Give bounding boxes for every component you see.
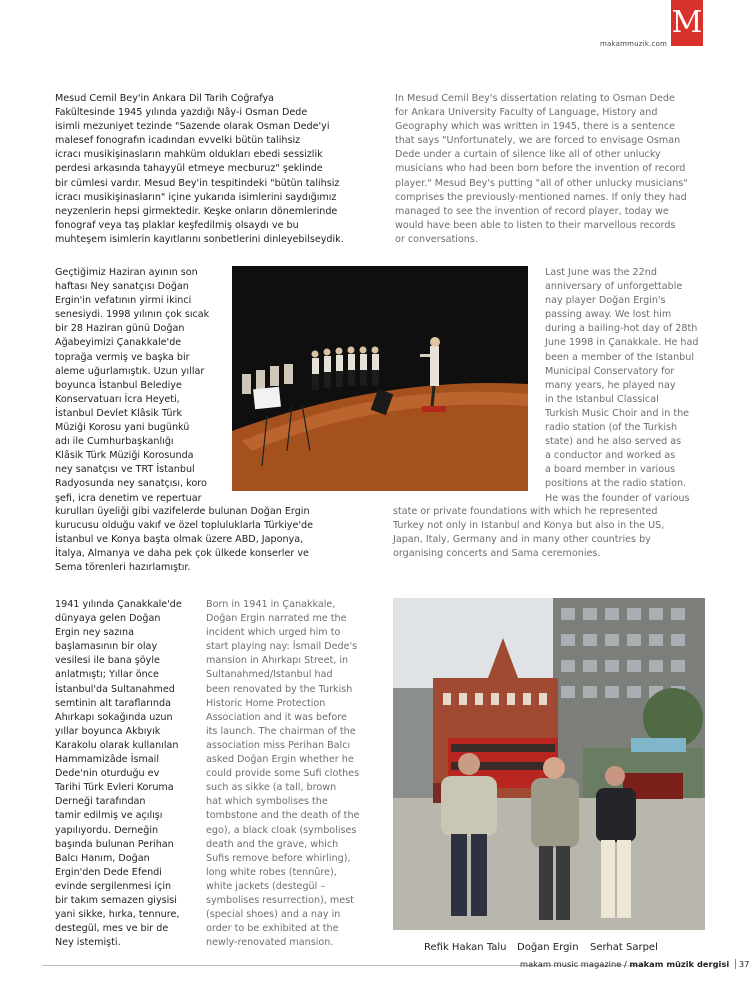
june-english-continued: state or private foundations with which he represented Turkey not only in Istanbul and Konya but also in the US, Japan, Italy, Germany and in many other countries by organising concerts and Sama ceremonies. bbox=[393, 506, 665, 560]
june-english: Last June was the 22nd anniversary of unforgettable nay player Doğan Ergin's passing away. We lost him during a bailing-hot day of 28th June 1998 in Çanakkale. He had been a member of the Istanbul Municipal Conservatory for many years, he played nay in the Istanbul Classical Turkish Music Choir and in the radio station (of the Turkish state) and he also served as a conductor and worked as a board member in various positions at the radio station. He was the founder of various bbox=[545, 267, 699, 504]
june-turkish: Geçtiğimiz Haziran ayının son haftası Ney sanatçısı Doğan Ergin'in vefatının yirmi ikinci senesiydi. 1998 yılının çok sıcak bir 28 Haziran günü Doğan Ağabeyimizi Çanakkale'de toprağa vermiş ve başka bir aleme uğurlamıştık. Uzun yıllar boyunca İstanbul Belediye Konservatuarı İcra Heyeti, İstanbul Devlet Klâsik Türk Müziği Korosu yani bugünkü adı ile Cumhurbaşkanlığı Klâsik Türk Müziği Korosunda ney sanatçısı ve TRT İstanbul Radyosunda ney sanatçısı, koro şefi, icra denetim ve repertuar bbox=[55, 267, 210, 504]
concert-photo bbox=[232, 266, 528, 491]
birth-turkish: 1941 yılında Çanakkale'de dünyaya gelen Doğan Ergin ney sazına başlamasının bir olay vesilesi ile bana şöyle anlatmıştı; Yıllar önce İstanbul'da Sultanahmed semtinin alt taraflarında Ahırkapı sokağında uzun yıllar boyunca Akbıyık Karakolu olarak kullanılan Hammamizâde İsmail Dede'nin oturduğu ev Tarihi Türk Evleri Koruma Derneği tarafından tamir edilmiş ve açılışı yapılıyordu. Derneğin başında bulunan Perihan Balcı Hanım, Doğan Ergin'den Dede Efendi evinde sergilenmesi için bir takım semazen giysisi yani sikke, hırka, tennure, destegül, mes ve bir de Ney istemişti. bbox=[55, 599, 182, 949]
footer-separator: / bbox=[621, 959, 630, 969]
site-url[interactable]: makammuzik.com bbox=[600, 40, 668, 48]
caption-name: Doğan Ergin bbox=[517, 942, 579, 953]
footer-turkish-title: makam müzik dergisi bbox=[629, 959, 730, 969]
footer-english-title: makam music magazine bbox=[520, 959, 622, 969]
intro-english: In Mesud Cemil Bey's dissertation relating to Osman Dede for Ankara University Faculty of Language, History and Geography which was written in 1945, there is a sentence that says "Unfortunately, we are forced to envisage Osman Dede under a curtain of silence like all of other unlucky musicians who had been born before the invention of record player." Mesud Bey's putting "all of other unlucky musicians" comprises the previously-mentioned names. If only they had managed to see the invention of record player, today we would have been able to listen to their marvellous records or conversations. bbox=[395, 93, 688, 245]
intro-turkish: Mesud Cemil Bey'in Ankara Dil Tarih Coğrafya Fakültesinde 1945 yılında yazdığı Nây-i Osman Dede isimli mezuniyet tezinde "Sazende olarak Osman Dede'yi malesef fonografın icadından evvelki bütün talihsiz icracı musikişinasların mahküm oldukları ebedi sessizlik perdesi arkasında tahayyül etmeye mecburuz" şeklinde bir cümlesi vardır. Mesud Bey'in tespitindeki "bütün talihsiz icracı musikişinasların" içine yukarıda isimlerini saydığımız neyzenlerin hepsi girmektedir. Keşke onların dönemlerinde fonograf veya taş plaklar keşfedilmiş olsaydı ve bu muhteşem isimlerin kayıtlarını sonbetlerini dinleyebilseydik. bbox=[55, 93, 344, 245]
street-photo bbox=[393, 598, 705, 930]
page-number: 37 bbox=[735, 959, 750, 969]
caption-name: Refik Hakan Talu bbox=[424, 942, 507, 953]
june-turkish-continued: kurulları üyeliği gibi vazifelerde bulunan Doğan Ergin kurucusu olduğu vakıf ve özel topluluklarla Türkiye'de İstanbul ve Konya başta olmak üzere ABD, Japonya, İtalya, Almanya ve daha pek çok ülkede konserler ve Sema törenleri hazırlamıştır. bbox=[55, 506, 313, 574]
footer bbox=[520, 959, 749, 969]
magazine-logo: M bbox=[671, 0, 703, 46]
caption-name: Serhat Sarpel bbox=[590, 942, 658, 953]
birth-english: Born in 1941 in Çanakkale, Doğan Ergin narrated me the incident which urged him to start playing nay: İsmail Dede's mansion in Ahırkapı Street, in Sultanahmed/Istanbul had been renovated by the Turkish Historic Home Protection Association and it was before its launch. The chairman of the association miss Perihan Balcı asked Doğan Ergin whether he could provide some Sufi clothes such as sikke (a tall, brown hat which symbolises the tombstone and the death of the ego), a black cloak (symbolises death and the grave, which Sufis remove before whirling), long white robes (tennûre), white jackets (destegül – symbolises resurrection), mest (special shoes) and a nay in order to be exhibited at the newly-renovated mansion. bbox=[206, 599, 360, 949]
